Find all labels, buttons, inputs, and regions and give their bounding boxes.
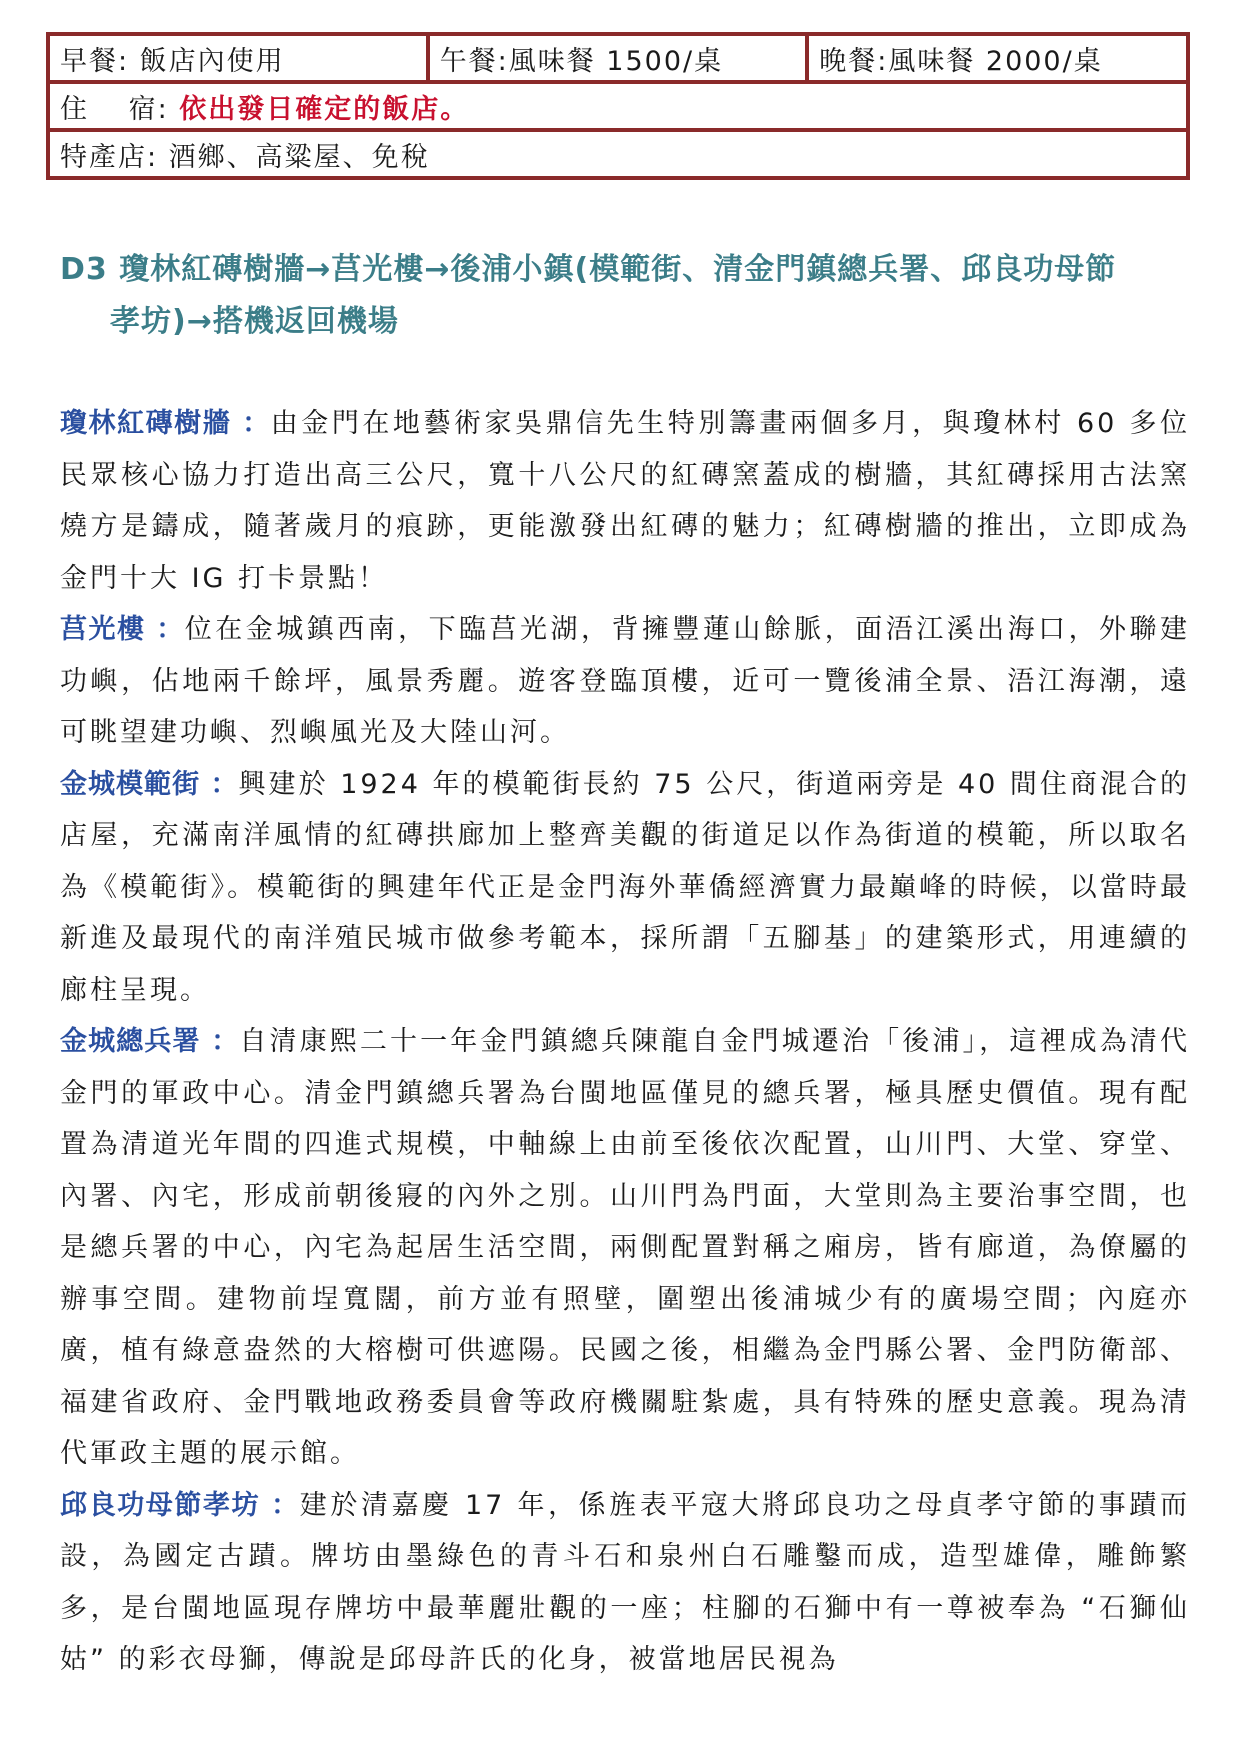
section-body: 位在金城鎮西南，下臨莒光湖，背擁豐蓮山餘脈，面浯江溪出海口，外聯建功嶼，佔地兩千餘坪，風景秀麗。遊客登臨頂樓，近可一覽後浦全景、浯江海潮，遠可眺望建功嶼、烈嶼風光及大陸山河。 [60, 614, 1190, 748]
section-model-street [60, 759, 1190, 1017]
section-title: 瓊林紅磚樹牆 ： [60, 408, 271, 439]
itinerary-info-table [46, 32, 1190, 180]
section-body: 由金門在地藝術家吳鼎信先生特別籌畫兩個多月，與瓊林村 60 多位民眾核心協力打造出高三公尺，寬十八公尺的紅磚窯蓋成的樹牆，其紅磚採用古法窯燒方是鑄成，隨著歲月的痕跡，更能激發出紅磚的魅力；紅磚樹牆的推出，立即成為金門十大 IG 打卡景點！ [60, 408, 1190, 594]
section-body: 建於清嘉慶 17 年，係旌表平寇大將邱良功之母貞孝守節的事蹟而設，為國定古蹟。牌坊由墨綠色的青斗石和泉州白石雕鑿而成，造型雄偉，雕飾繁多，是台閩地區現存牌坊中最華麗壯觀的一座；柱腳的石獅中有一尊被奉為 “石獅仙姑” 的彩衣母獅，傳說是邱母許氏的化身，被當地居民視為 [60, 1489, 1190, 1675]
section-juguang-tower [60, 604, 1190, 759]
section-body: 自清康熙二十一年金門鎮總兵陳龍自金門城遷治「後浦」，這裡成為清代金門的軍政中心。清金門鎮總兵署為台閩地區僅見的總兵署，極具歷史價值。現有配置為清道光年間的四進式規模，中軸線上由前至後依次配置，山川門、大堂、穿堂、內署、內宅，形成前朝後寢的內外之別。山川門為門面，大堂則為主要治事空間，也是總兵署的中心，內宅為起居生活空間，兩側配置對稱之廂房，皆有廊道，為僚屬的辦事空間。建物前埕寬闊，前方並有照壁，圍塑出後浦城少有的廣場空間；內庭亦廣，植有綠意盎然的大榕樹可供遮陽。民國之後，相繼為金門縣公署、金門防衛部、福建省政府、金門戰地政務委員會等政府機關駐紮處，具有特殊的歷史意義。現為清代軍政主題的展示館。 [60, 1026, 1190, 1469]
lodging-value: 依出發日確定的飯店。 [179, 93, 470, 125]
lunch-cell: 午餐:風味餐 1500/桌 [428, 34, 808, 82]
section-chastity-arch [60, 1480, 1190, 1686]
breakfast-cell: 早餐: 飯店內使用 [48, 34, 428, 82]
section-title: 金城模範街 ： [60, 768, 239, 800]
section-qionglin-brick-wall [60, 398, 1190, 604]
lodging-cell [48, 82, 1188, 130]
section-title: 邱良功母節孝坊 ： [60, 1489, 300, 1521]
day-heading-line1: D3 瓊林紅磚樹牆→莒光樓→後浦小鎮(模範街、清金門鎮總兵署、邱良功母節 [60, 252, 1117, 287]
section-body: 興建於 1924 年的模範街長約 75 公尺，街道兩旁是 40 間住商混合的店屋，充滿南洋風情的紅磚拱廊加上整齊美觀的街道足以作為街道的模範，所以取名為《模範街》。模範街的興建年代正是金門海外華僑經濟實力最巔峰的時候，以當時最新進及最現代的南洋殖民城市做參考範本，採所謂「五腳基」的建築形式，用連續的廊柱呈現。 [60, 768, 1190, 1006]
lodging-label: 住 宿: [60, 93, 180, 125]
lodging-row [48, 82, 1188, 130]
dinner-cell: 晚餐:風味餐 2000/桌 [807, 34, 1188, 82]
section-general-headquarters [60, 1016, 1190, 1480]
attraction-sections [60, 398, 1190, 1686]
meals-row [48, 34, 1188, 82]
shops-cell: 特產店: 酒鄉、高粱屋、免稅 [48, 130, 1188, 178]
shops-row [48, 130, 1188, 178]
day-heading-line2: 孝坊)→搭機返回機場 [110, 304, 399, 339]
section-title: 金城總兵署 ： [60, 1026, 240, 1057]
section-title: 莒光樓 ： [60, 614, 185, 645]
day-heading [60, 244, 1190, 348]
